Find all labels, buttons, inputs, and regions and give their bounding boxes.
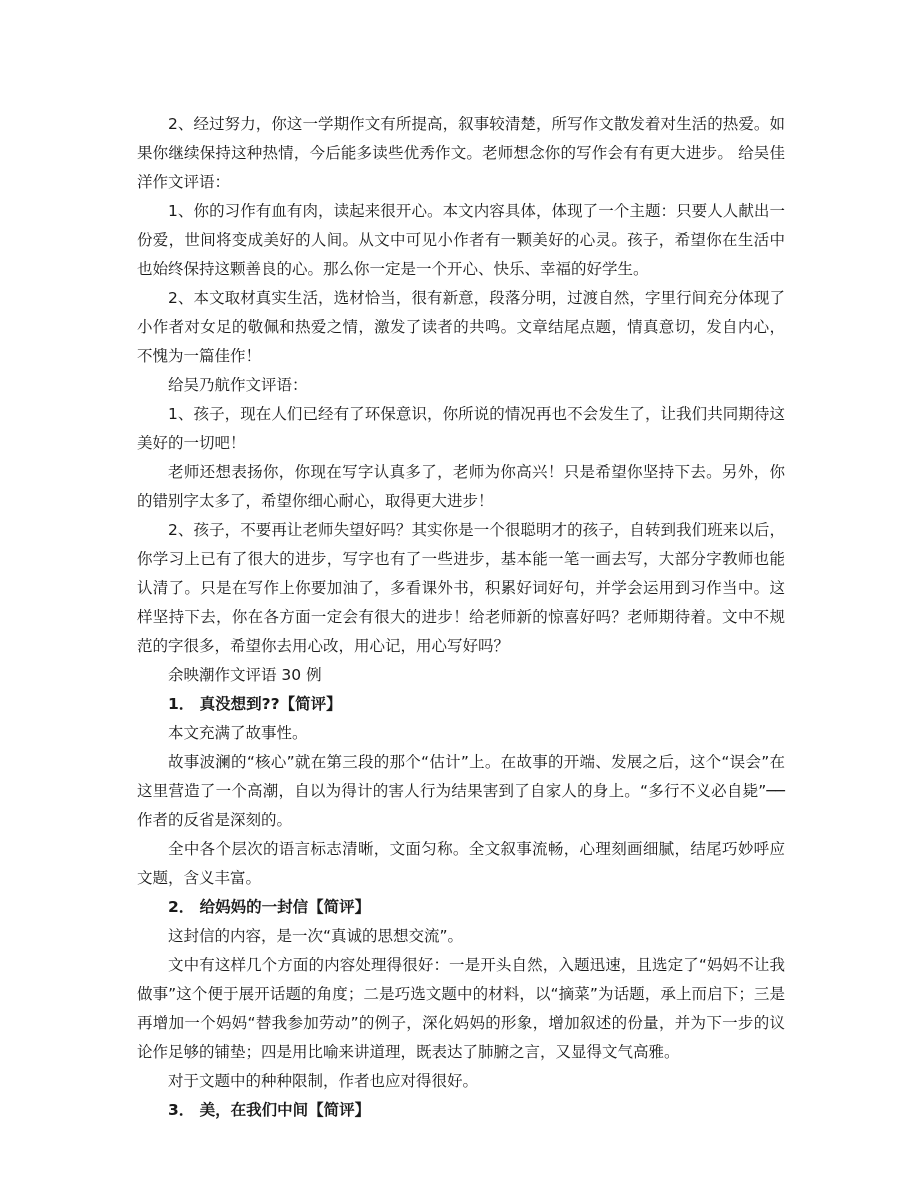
paragraph-12: 全中各个层次的语言标志清晰，文面匀称。全文叙事流畅，心理刻画细腻，结尾巧妙呼应文题，含义丰富。 xyxy=(137,840,785,887)
item-heading-3: 3． 美，在我们中间【简评】 xyxy=(168,1101,371,1119)
paragraph-10: 本文充满了故事性。 xyxy=(168,724,308,742)
section-heading-yu-yingchao: 余映潮作文评语 30 例 xyxy=(168,666,322,684)
item-heading-2: 2． 给妈妈的一封信【简评】 xyxy=(168,898,371,916)
section-heading-wu-naihang: 给吴乃航作文评语： xyxy=(168,376,308,394)
paragraph-16: 对于文题中的种种限制，作者也应对得很好。 xyxy=(168,1072,479,1090)
document-body xyxy=(137,110,785,1125)
item-heading-1: 1． 真没想到??【简评】 xyxy=(168,695,342,713)
paragraph-1: 2、经过努力，你这一学期作文有所提高，叙事较清楚，所写作文散发着对生活的热爱。如果你继续保持这种热情，今后能多读些优秀作文。老师想念你的写作会有有更大进步。 给吴佳洋作文评语： xyxy=(137,115,785,191)
paragraph-15: 文中有这样几个方面的内容处理得很好：一是开头自然，入题迅速，且选定了“妈妈不让我做事”这个便于展开话题的角度；二是巧选文题中的材料，以“摘菜”为话题，承上而启下；三是再增加一个妈妈“替我参加劳动”的例子，深化妈妈的形象，增加叙述的份量，并为下一步的议论作足够的铺垫；四是用比喻来讲道理，既表达了肺腑之言，又显得文气高雅。 xyxy=(137,956,785,1061)
paragraph-2: 1、你的习作有血有肉，读起来很开心。本文内容具体，体现了一个主题：只要人人献出一份爱，世间将变成美好的人间。从文中可见小作者有一颗美好的心灵。孩子，希望你在生活中也始终保持这颗善良的心。那么你一定是一个开心、快乐、幸福的好学生。 xyxy=(137,202,785,278)
paragraph-11: 故事波澜的“核心”就在第三段的那个“估计”上。在故事的开端、发展之后，这个“误会”在这里营造了一个高潮，自以为得计的害人行为结果害到了自家人的身上。“多行不义必自毙”──作者的反省是深刻的。 xyxy=(137,753,785,829)
paragraph-14: 这封信的内容，是一次“真诚的思想交流”。 xyxy=(168,927,464,945)
paragraph-5: 1、孩子，现在人们已经有了环保意识，你所说的情况再也不会发生了，让我们共同期待这美好的一切吧！ xyxy=(137,405,785,452)
paragraph-6: 老师还想表扬你，你现在写字认真多了，老师为你高兴！只是希望你坚持下去。另外，你的错别字太多了，希望你细心耐心，取得更大进步！ xyxy=(137,463,785,510)
paragraph-7: 2、孩子，不要再让老师失望好吗？其实你是一个很聪明才的孩子，自转到我们班来以后，你学习上已有了很大的进步，写字也有了一些进步，基本能一笔一画去写，大部分字教师也能认清了。只是在写作上你要加油了，多看课外书，积累好词好句，并学会运用到习作当中。这样坚持下去，你在各方面一定会有很大的进步！给老师新的惊喜好吗？老师期待着。文中不规范的字很多，希望你去用心改，用心记，用心写好吗？ xyxy=(137,521,785,655)
paragraph-3: 2、本文取材真实生活，选材恰当，很有新意，段落分明，过渡自然，字里行间充分体现了小作者对女足的敬佩和热爱之情，激发了读者的共鸣。文章结尾点题，情真意切，发自内心，不愧为一篇佳作！ xyxy=(137,289,785,365)
